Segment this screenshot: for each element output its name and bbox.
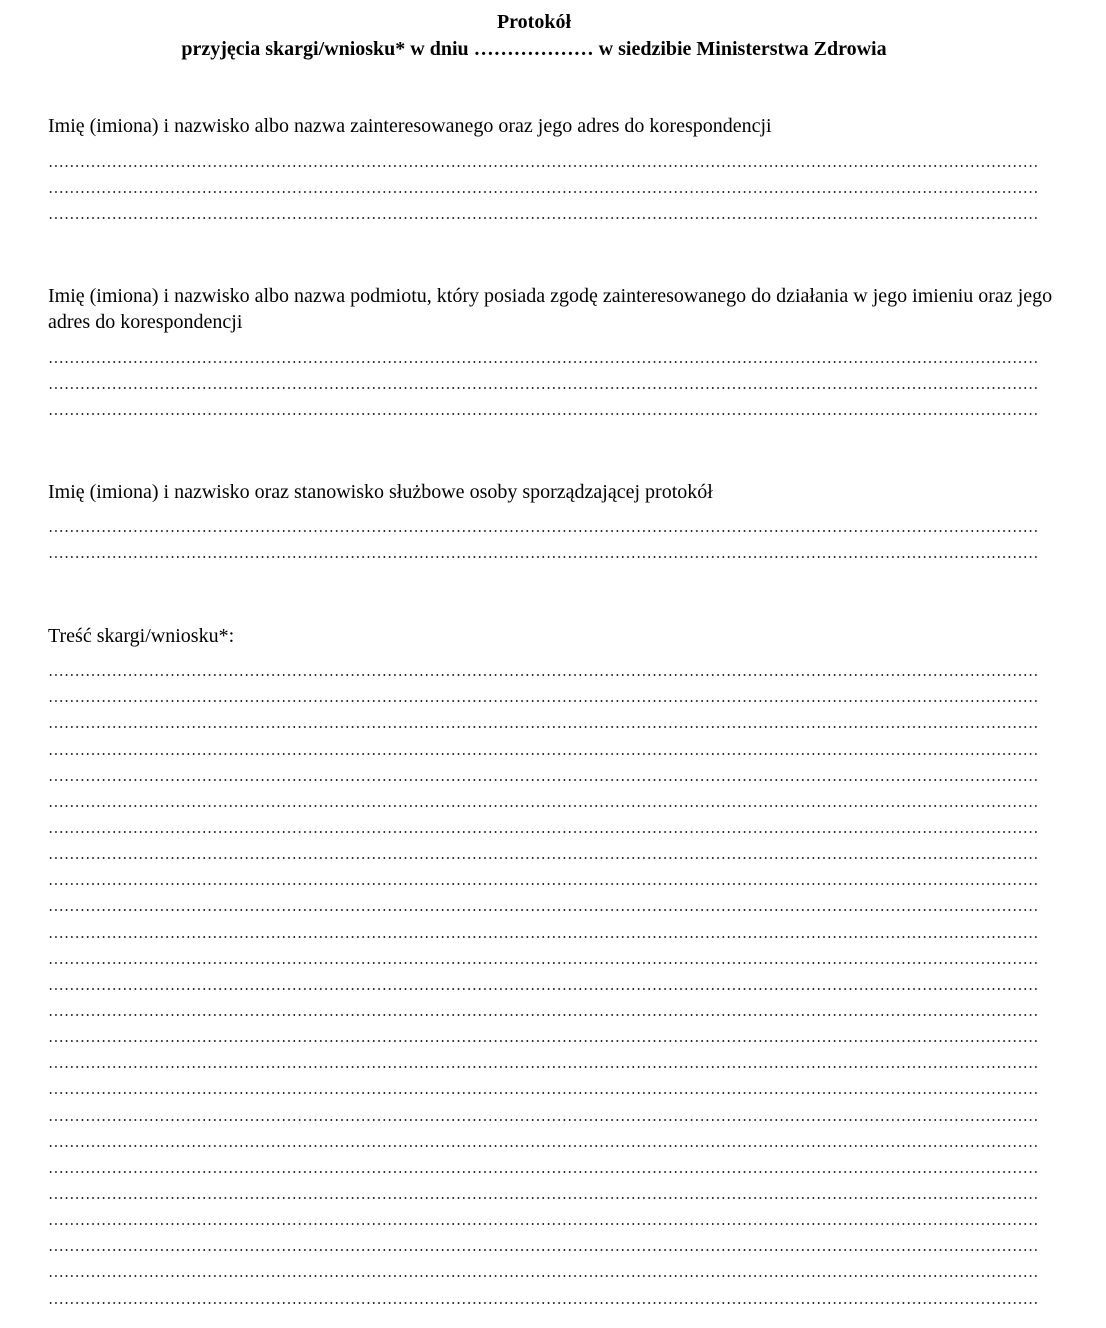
dotted-fill-line [48, 1286, 1038, 1312]
dotted-fill-line [48, 999, 1038, 1025]
dotted-fill-line [48, 1025, 1038, 1051]
dotted-fill-line [48, 737, 1038, 763]
dotted-fill-line [48, 973, 1038, 999]
section-applicant-label: Imię (imiona) i nazwisko albo nazwa zainteresowanego oraz jego adres do korespondencji [48, 115, 772, 137]
dotted-fill-line [48, 764, 1038, 790]
dotted-fill-line [48, 1156, 1038, 1182]
dotted-fill-line [48, 868, 1038, 894]
dotted-fill-line [48, 1077, 1038, 1103]
dotted-fill-line [48, 947, 1038, 973]
section-content-fill-lines [48, 659, 1038, 1313]
dotted-fill-line [48, 346, 1038, 372]
dotted-fill-line [48, 790, 1038, 816]
dotted-fill-line [48, 1182, 1038, 1208]
section-applicant-fill-lines [48, 150, 1038, 228]
dotted-fill-line [48, 202, 1038, 228]
dotted-fill-line [48, 1130, 1038, 1156]
section-recorder-label: Imię (imiona) i nazwisko oraz stanowisko służbowe osoby sporządzającej protokół [48, 481, 713, 503]
dotted-fill-line [48, 920, 1038, 946]
document-title: Protokół [496, 11, 572, 33]
dotted-fill-line [48, 1208, 1038, 1234]
dotted-fill-line [48, 842, 1038, 868]
section-representative-fill-lines [48, 346, 1038, 424]
dotted-fill-line [48, 176, 1038, 202]
dotted-fill-line [48, 894, 1038, 920]
dotted-fill-line [48, 1234, 1038, 1260]
section-content-label: Treść skargi/wniosku*: [48, 625, 235, 647]
dotted-fill-line [48, 659, 1038, 685]
section-representative-label: Imię (imiona) i nazwisko albo nazwa podmiotu, który posiada zgodę zainteresowanego do działania w jego imieniu oraz jego adres do korespondencji [48, 285, 1053, 333]
dotted-fill-line [48, 150, 1038, 176]
dotted-fill-line [48, 1051, 1038, 1077]
dotted-fill-line [48, 711, 1038, 737]
dotted-fill-line [48, 515, 1038, 541]
dotted-fill-line [48, 685, 1038, 711]
dotted-fill-line [48, 1103, 1038, 1129]
section-recorder-fill-lines [48, 515, 1038, 567]
dotted-fill-line [48, 541, 1038, 567]
dotted-fill-line [48, 816, 1038, 842]
dotted-fill-line [48, 372, 1038, 398]
dotted-fill-line [48, 1260, 1038, 1286]
document-subtitle: przyjęcia skargi/wniosku* w dniu ……………… w siedzibie Ministerstwa Zdrowia [181, 38, 887, 60]
dotted-fill-line [48, 398, 1038, 424]
